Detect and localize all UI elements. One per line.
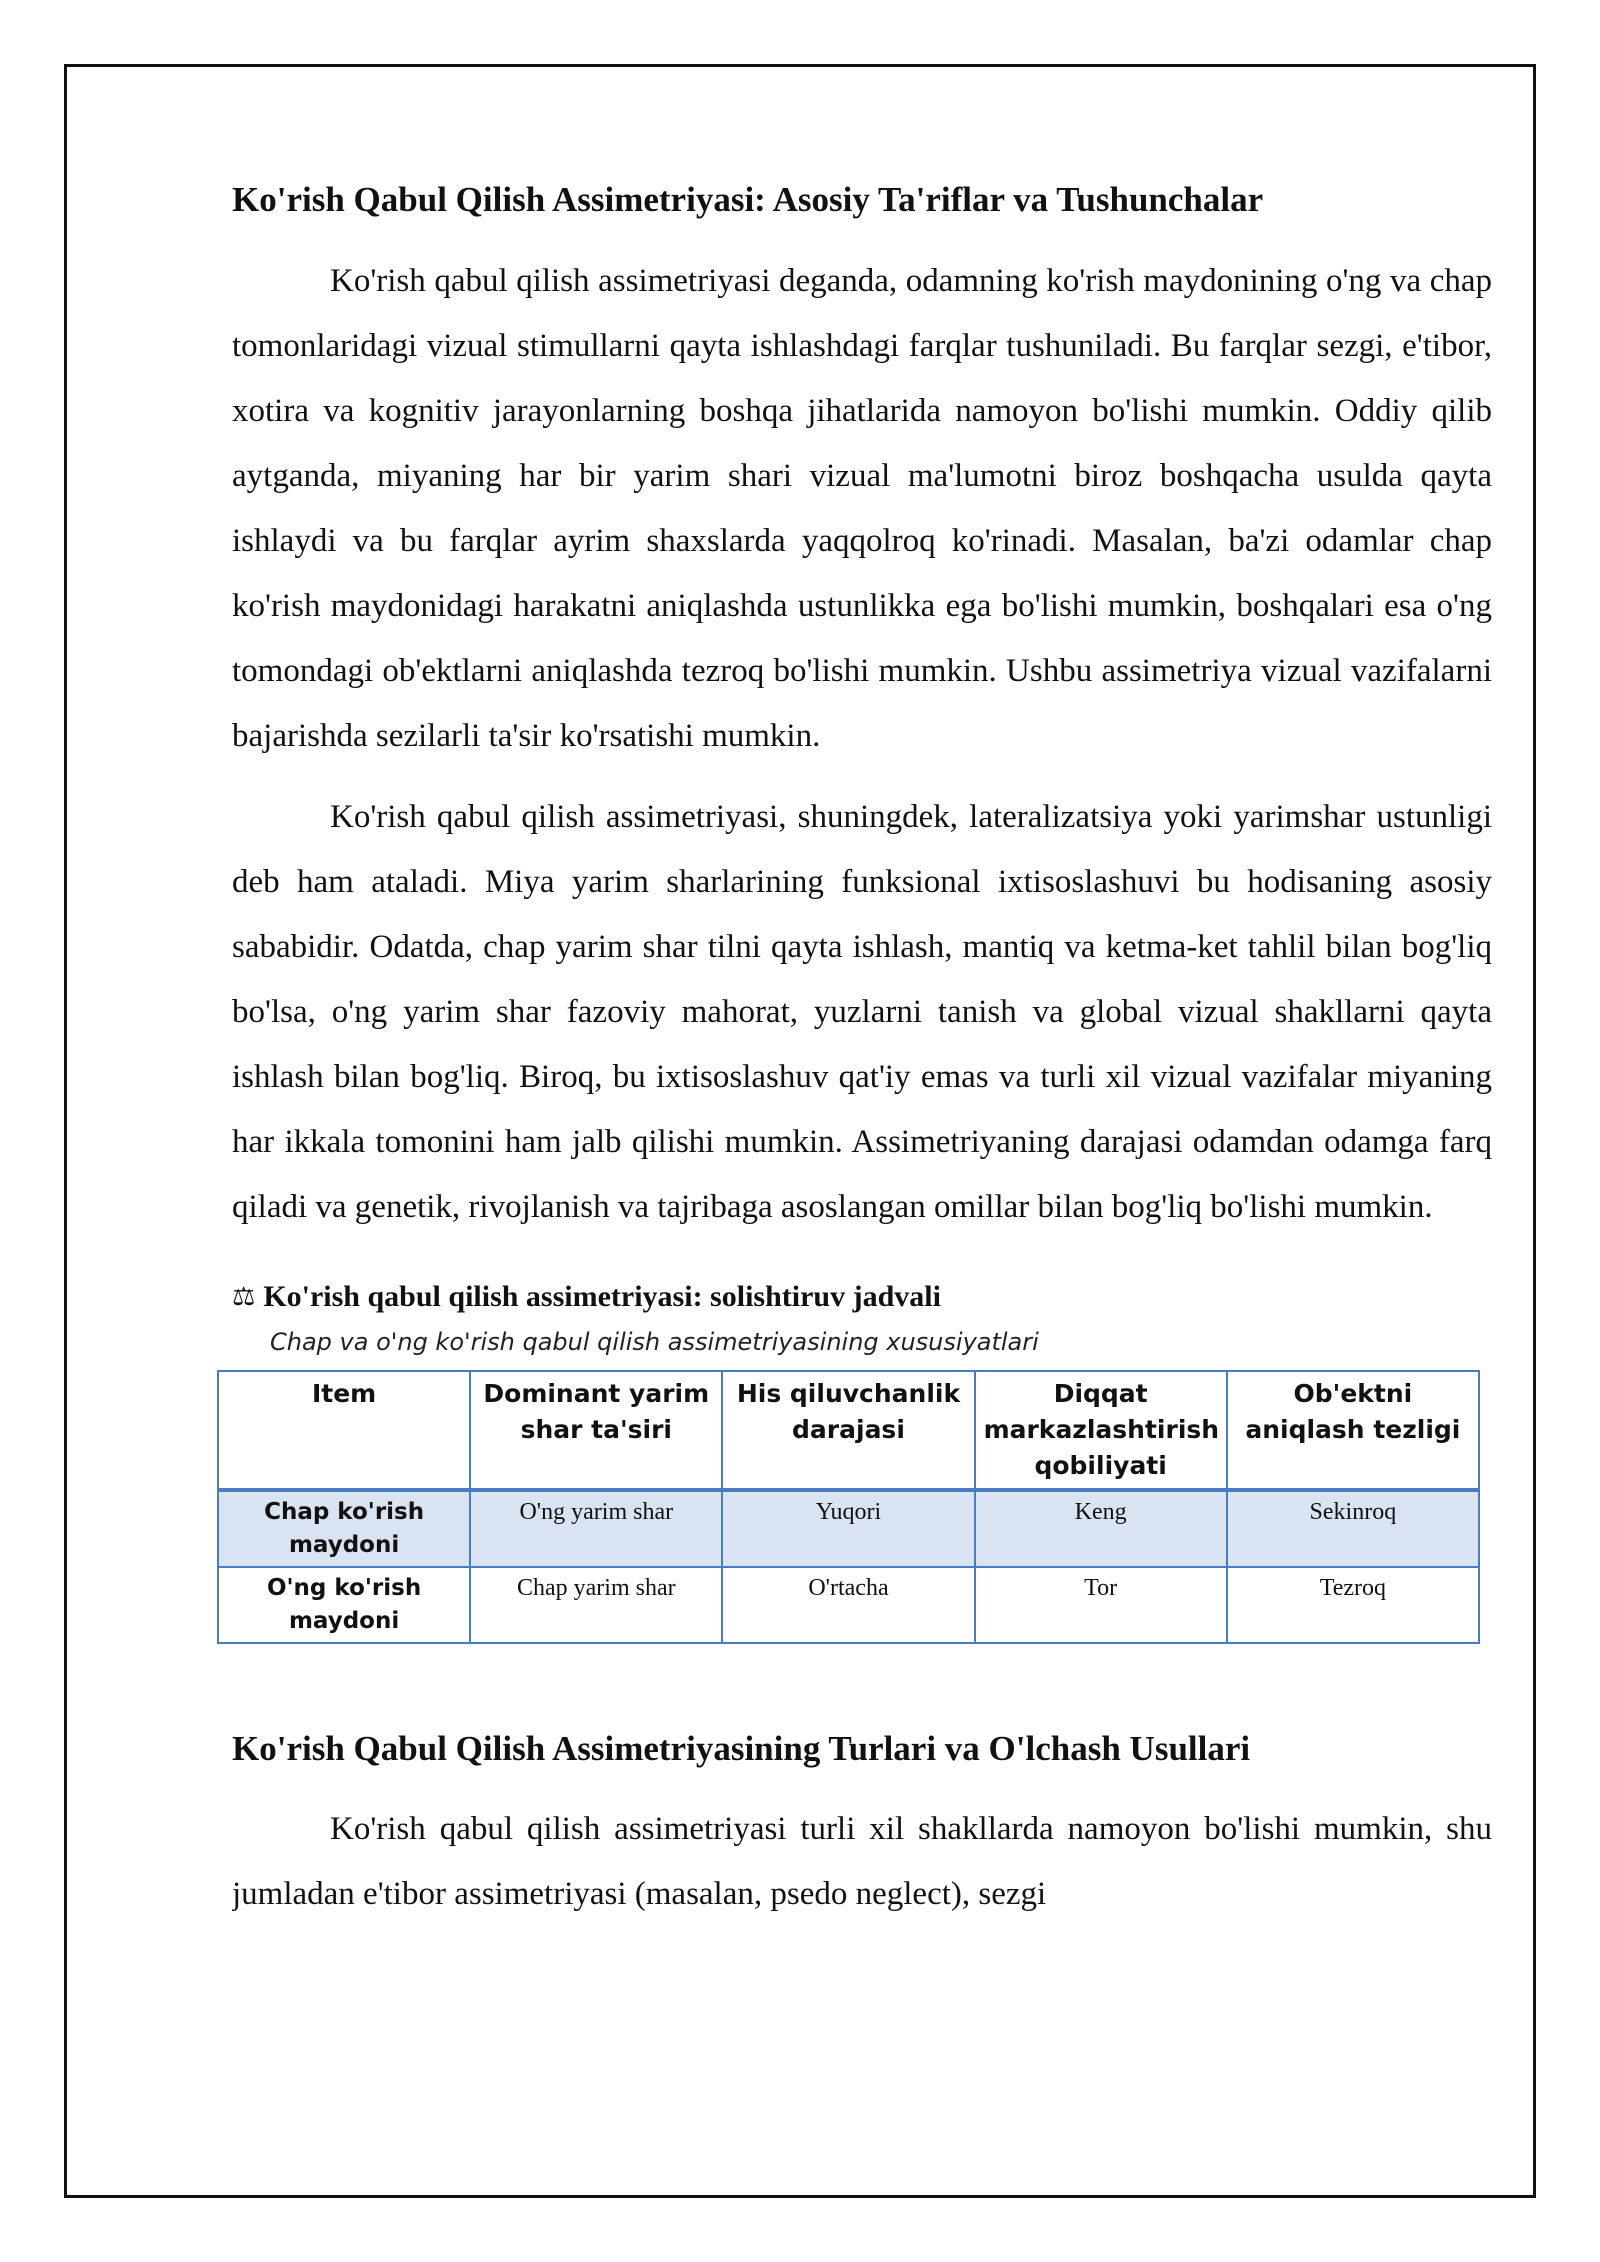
page-border: [64, 64, 1536, 2198]
comparison-table: [217, 1370, 1480, 1644]
table-cell: Keng: [975, 1490, 1227, 1567]
section-heading-types: Ko'rish Qabul Qilish Assimetriyasining Turlari va O'lchash Usullari: [232, 1728, 1251, 1768]
row-header: O'ng ko'rish maydoni: [218, 1567, 470, 1643]
column-header: Dominant yarim shar ta'siri: [470, 1371, 722, 1490]
column-header: Diqqat markazlashtirish qobiliyati: [975, 1371, 1227, 1490]
table-cell: Chap yarim shar: [470, 1567, 722, 1643]
table-cell: O'rtacha: [722, 1567, 974, 1643]
balance-scale-icon: ⚖: [232, 1281, 256, 1312]
document-content: [232, 177, 1492, 1927]
table-subtitle: Chap va o'ng ko'rish qabul qilish assimetriyasining xususiyatlari: [270, 1327, 1039, 1356]
row-header: Chap ko'rish maydoni: [218, 1490, 470, 1567]
table-cell: Tezroq: [1227, 1567, 1479, 1643]
paragraph: Ko'rish qabul qilish assimetriyasi deganda, odamning ko'rish maydonining o'ng va chap tomonlaridagi vizual stimullarni qayta ishlashdagi farqlar tushuniladi. Bu farqlar sezgi, e'tibor, xotira va kognitiv jarayonlarning boshqa jihatlarida namoyon bo'lishi mumkin. Oddiy qilib aytganda, miyaning har bir yarim shari vizual ma'lumotni biroz boshqacha usulda qayta ishlaydi va bu farqlar ayrim shaxslarda yaqqolroq ko'rinadi. Masalan, ba'zi odamlar chap ko'rish maydonidagi harakatni aniqlashda ustunlikka ega bo'lishi mumkin, boshqalari esa o'ng tomondagi ob'ektlarni aniqlashda tezroq bo'lishi mumkin. Ushbu assimetriya vizual vazifalarni bajarishda sezilarli ta'sir ko'rsatishi mumkin.: [232, 262, 1492, 754]
table-cell: Yuqori: [722, 1490, 974, 1567]
section-heading-definitions: Ko'rish Qabul Qilish Assimetriyasi: Asosiy Ta'riflar va Tushunchalar: [232, 180, 1264, 219]
table-row: [218, 1490, 1479, 1567]
table-header-row: [218, 1371, 1479, 1490]
table-caption: [232, 1280, 1492, 1314]
table-cell: O'ng yarim shar: [470, 1490, 722, 1567]
table-title: Ko'rish qabul qilish assimetriyasi: solishtiruv jadvali: [263, 1279, 941, 1313]
paragraph: Ko'rish qabul qilish assimetriyasi, shuningdek, lateralizatsiya yoki yarimshar ustunligi deb ham ataladi. Miya yarim sharlarining funksional ixtisoslashuvi bu hodisaning asosiy sababidir. Odatda, chap yarim shar tilni qayta ishlash, mantiq va ketma-ket tahlil bilan bog'liq bo'lsa, o'ng yarim shar fazoviy mahorat, yuzlarni tanish va global vizual shakllarni qayta ishlash bilan bog'liq. Biroq, bu ixtisoslashuv qat'iy emas va turli xil vizual vazifalar miyaning har ikkala tomonini ham jalb qilishi mumkin. Assimetriyaning darajasi odamdan odamga farq qiladi va genetik, rivojlanish va tajribaga asoslangan omillar bilan bog'liq bo'lishi mumkin.: [232, 798, 1492, 1225]
table-cell: Tor: [975, 1567, 1227, 1643]
paragraph: Ko'rish qabul qilish assimetriyasi turli xil shakllarda namoyon bo'lishi mumkin, shu jumladan e'tibor assimetriyasi (masalan, psedo neglect), sezgi: [232, 1811, 1492, 1912]
table-cell: Sekinroq: [1227, 1490, 1479, 1567]
table-row: [218, 1567, 1479, 1643]
column-header: Item: [218, 1371, 470, 1490]
column-header: Ob'ektni aniqlash tezligi: [1227, 1371, 1479, 1490]
column-header: His qiluvchanlik darajasi: [722, 1371, 974, 1490]
